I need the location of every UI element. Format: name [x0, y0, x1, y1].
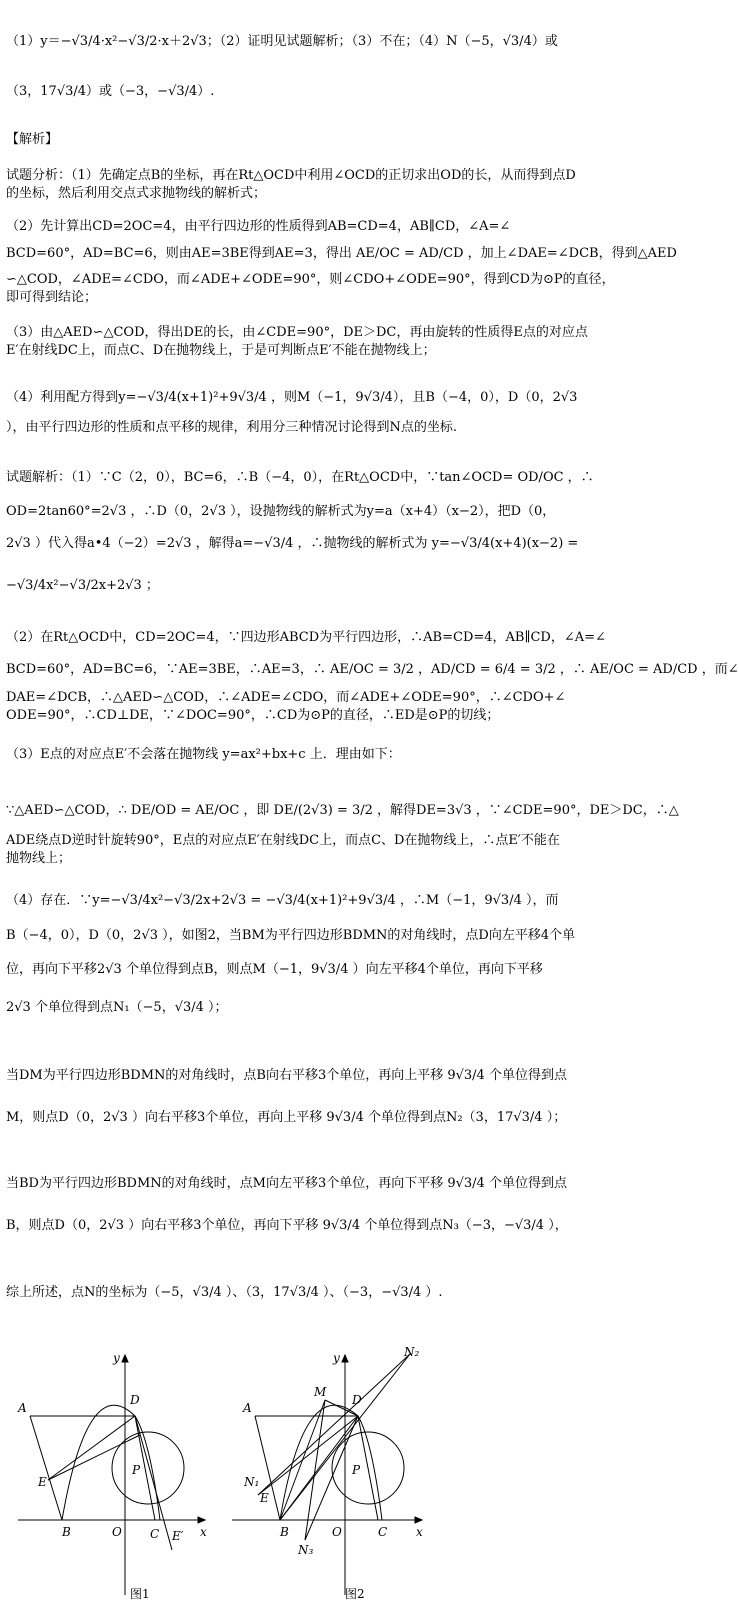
analysis-line: （3）由△AED∽△COD，得出DE的长，由∠CDE=90°，DE＞DC，再由旋转的性质得E点的对应点 — [6, 325, 588, 340]
segment-AB — [30, 1416, 62, 1520]
solution-line: 试题解析：（1）∵C（2，0），BC=6，∴B（−4，0），在Rt△OCD中，∵tan∠OCD= OD/OC ，∴ — [6, 470, 594, 485]
solution-line: 位，再向下平移2√3 个单位得到点B，则点M（−1，9√3/4 ）向左平移4个单位，再向下平移 — [6, 962, 543, 977]
analysis-line: ∽△COD，∠ADE=∠CDO，而∠ADE+∠ODE=90°，则∠CDO+∠ODE=90°，得到CD为⊙P的直径， — [6, 272, 615, 287]
label-x: x — [200, 1525, 207, 1539]
solution-line: ADE绕点D逆时针旋转90°，E点的对应点E′在射线DC上，而点C、D在抛物线上，∴点E′不能在 — [6, 833, 560, 848]
solution-line: （4）存在．∵y=−√3/4x²−√3/2x+2√3 = −√3/4(x+1)²+9√3/4 ，∴M（−1，9√3/4 ），而 — [6, 893, 559, 908]
label-N2: N₂ — [404, 1345, 420, 1359]
label-E: E — [260, 1491, 269, 1505]
solution-line: B（−4，0），D（0，2√3 ），如图2，当BM为平行四边形BDMN的对角线时，点D向左平移4个单 — [6, 928, 576, 943]
label-C: C — [150, 1527, 160, 1541]
label-A: A — [243, 1401, 252, 1415]
label-M: M — [314, 1385, 327, 1399]
solution-line: B，则点D（0，2√3 ）向右平移3个单位，再向下平移 9√3/4 个单位得到点N₃（−3，−√3/4 ）， — [6, 1218, 568, 1233]
segment-ED — [48, 1416, 135, 1480]
label-B: B — [62, 1525, 71, 1539]
label-P: P — [352, 1463, 361, 1477]
analysis-line: 即可得到结论； — [6, 290, 98, 305]
label-A: A — [18, 1401, 27, 1415]
label-O: O — [332, 1525, 342, 1539]
solution-line: 当DM为平行四边形BDMN的对角线时，点B向右平移3个单位，再向上平移 9√3/4 个单位得到点 — [6, 1068, 567, 1083]
solution-line: DAE=∠DCB，∴△AED∽△COD，∴∠ADE=∠CDO，而∠ADE+∠ODE=90°，∴∠CDO+∠ — [6, 690, 566, 705]
y-axis-arrow — [342, 1355, 348, 1362]
analysis-line: （2）先计算出CD=2OC=4，由平行四边形的性质得到AB=CD=4，AB∥CD，∠A=∠ — [6, 219, 511, 234]
label-Eprime: E′ — [172, 1529, 184, 1543]
circle-P — [112, 1432, 184, 1504]
caption-fig1: 图1 — [130, 1587, 150, 1601]
analysis-line: （4）利用配方得到y=−√3/4(x+1)²+9√3/4 ，则M（−1，9√3/4），且B（−4，0），D（0，2√3 — [6, 390, 578, 405]
x-axis-arrow — [198, 1517, 205, 1523]
label-D: D — [130, 1393, 140, 1407]
caption-fig2: 图2 — [345, 1587, 365, 1601]
solution-line: 综上所述，点N的坐标为（−5，√3/4 ）、（3，17√3/4 ）、（−3，−√3/4 ）. — [6, 1285, 443, 1300]
solution-line: ODE=90°，∴CD⊥DE，∵∠DOC=90°，∴CD为⊙P的直径，∴ED是⊙P的切线； — [6, 708, 500, 723]
y-axis-arrow — [122, 1355, 128, 1362]
answer-line-2: （3，17√3/4）或（−3，−√3/4）. — [6, 84, 215, 99]
solution-line: 2√3 个单位得到点N₁（−5，√3/4 ）； — [6, 1000, 228, 1015]
figure-1-labels — [17, 1351, 207, 1601]
label-O: O — [112, 1525, 122, 1539]
solution-line: M，则点D（0，2√3 ）向右平移3个单位，再向上平移 9√3/4 个单位得到点N₂（3，17√3/4 ）； — [6, 1110, 567, 1125]
x-axis-arrow — [415, 1517, 422, 1523]
solution-line: （3）E点的对应点E′不会落在抛物线 y=ax²+bx+c 上．理由如下： — [6, 747, 401, 762]
jiexi-heading: 【解析】 — [6, 132, 59, 147]
label-E: E — [38, 1475, 47, 1489]
analysis-line: E′在射线DC上，而点C、D在抛物线上，于是可判断点E′不能在抛物线上； — [6, 343, 436, 358]
solution-line: −√3/4x²−√3/2x+2√3 ； — [6, 578, 159, 593]
label-D: D — [352, 1393, 362, 1407]
label-C: C — [378, 1525, 388, 1539]
analysis-line: BCD=60°，AD=BC=6，则由AE=3BE得到AE=3，得出 AE/OC = AD/CD ，加上∠DAE=∠DCB，得到△AED — [6, 246, 677, 261]
label-B: B — [280, 1525, 289, 1539]
figure-2 — [232, 1354, 422, 1595]
parabola — [62, 1405, 160, 1520]
solution-line: 2√3 ）代入得a•4（−2）=2√3 ，解得a=−√3/4 ，∴抛物线的解析式为 y=−√3/4(x+4)(x−2) = — [6, 536, 579, 551]
solution-line: ∵△AED∽△COD，∴ DE/OD = AE/OC ，即 DE/(2√3) = 3/2 ，解得DE=3√3 ，∵∠CDE=90°，DE＞DC，∴△ — [6, 803, 679, 818]
solution-line: （2）在Rt△OCD中，CD=2OC=4，∵四边形ABCD为平行四边形，∴AB=CD=4，AB∥CD，∠A=∠ — [6, 630, 606, 645]
label-x: x — [416, 1525, 423, 1539]
analysis-line: 试题分析：（1）先确定点B的坐标，再在Rt△OCD中利用∠OCD的正切求出OD的长，从而得到点D — [6, 168, 576, 183]
label-y: y — [113, 1351, 120, 1365]
label-N1: N₁ — [244, 1475, 260, 1489]
solution-line: 当BD为平行四边形BDMN的对角线时，点M向左平移3个单位，再向下平移 9√3/4 个单位得到点 — [6, 1176, 567, 1191]
label-P: P — [132, 1463, 141, 1477]
label-y: y — [333, 1351, 340, 1365]
analysis-line: ），由平行四边形的性质和点平移的规律，利用分三种情况讨论得到N点的坐标. — [6, 420, 458, 435]
segment-MN3 — [305, 1400, 325, 1540]
label-N3: N₃ — [298, 1543, 314, 1557]
segment-rot — [48, 1435, 140, 1480]
segment-N1N2 — [258, 1354, 410, 1495]
figures — [0, 1340, 630, 1605]
answer-line-1: （1）y＝−√3/4·x²−√3/2·x＋2√3；（2）证明见试题解析；（3）不在；（4）N（−5，√3/4）或 — [6, 34, 558, 49]
analysis-line: 的坐标，然后利用交点式求抛物线的解析式； — [6, 186, 267, 201]
solution-line: OD=2tan60°=2√3 ，∴D（0，2√3 ），设抛物线的解析式为y=a（x+4）（x−2），把D（0， — [6, 504, 556, 519]
solution-line: 抛物线上； — [6, 851, 72, 866]
solution-line: BCD=60°，AD=BC=6，∵AE=3BE，∴AE=3，∴ AE/OC = 3/2 ，AD/CD = 6/4 = 3/2 ，∴ AE/OC = AD/CD ，而∠ — [6, 662, 739, 677]
